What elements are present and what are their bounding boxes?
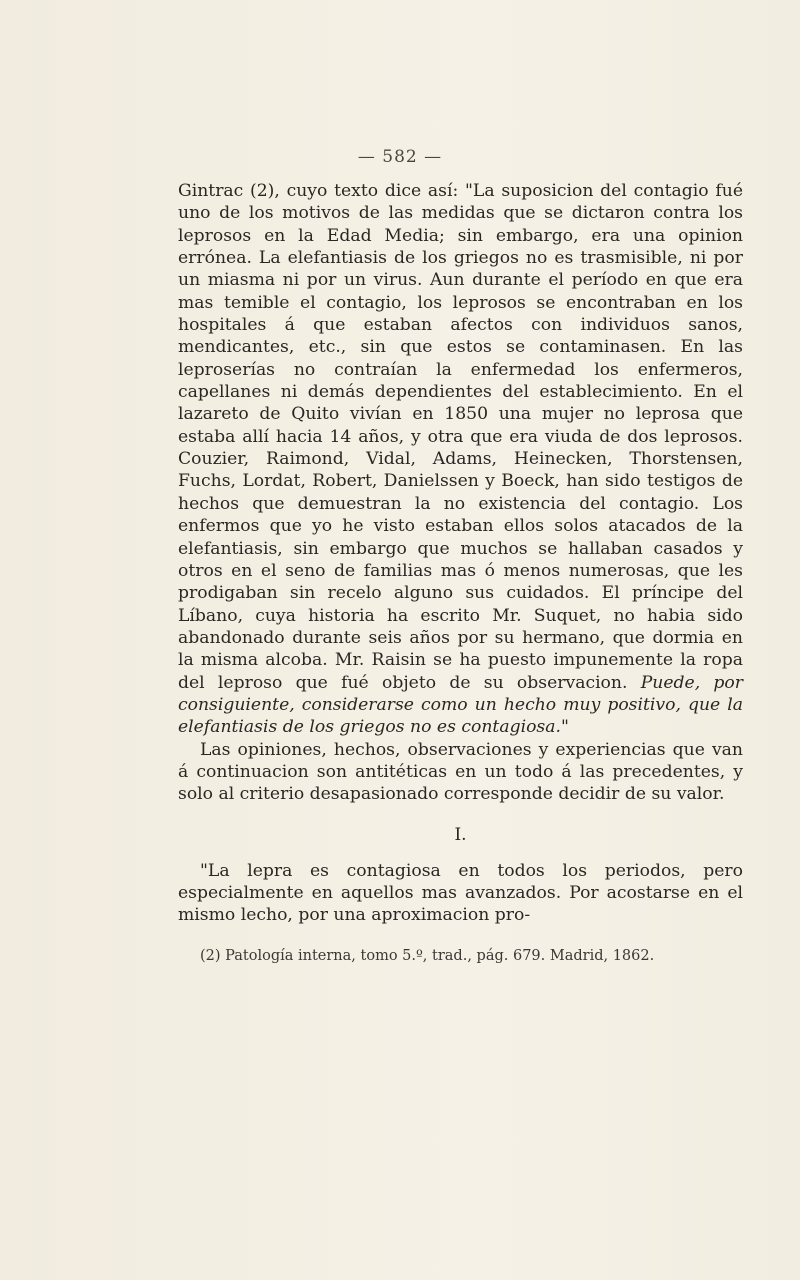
quote-conclusion-italic: Puede, por consiguiente, considerarse como un hecho muy positivo, que la elefantiasis de los griegos no es contagiosa." — [178, 672, 743, 738]
paragraph-opinions-intro: Las opiniones, hechos, observaciones y experiencias que van á continuacion son antitéticas en un todo á las precedentes, y solo al criterio desapasionado corresponde decidir de su valor. — [178, 739, 743, 805]
paragraph-gintrac-quote — [178, 180, 743, 739]
page-number: — 582 — — [357, 147, 443, 167]
paragraph-lepra-contagiosa: "La lepra es contagiosa en todos los periodos, pero especialmente en aquellos mas avanzados. Por acostarse en el mismo lecho, por una aproximacion pro- — [178, 860, 743, 926]
page-body — [178, 180, 743, 981]
footnote: (2) Patología interna, tomo 5.º, trad., pág. 679. Madrid, 1862. — [200, 947, 655, 964]
section-heading: I. — [454, 824, 467, 845]
quote-text: Gintrac (2), cuyo texto dice así: "La suposicion del contagio fué uno de los motivos de las medidas que se dictaron contra los leprosos en la Edad Media; sin embargo, era una opinion errónea. La elefantiasis de los griegos no es trasmisible, ni por un miasma ni por un virus. Aun durante el período en que era mas temible el contagio, los leprosos se encontraban en los hospitales á que estaban afectos con individuos sanos, mendicantes, etc., sin que estos se contaminasen. En las leproserías no contraían la enfermedad los enfermeros, capellanes ni demás dependientes del establecimiento. En el lazareto de Quito vivían en 1850 una mujer no leprosa que estaba allí hacia 14 años, y otra que era viuda de dos leprosos. Couzier, Raimond, Vidal, Adams, Heinecken, Thorstensen, Fuchs, Lordat, Robert, Danielssen y Boeck, han sido testigos de hechos que demuestran la no existencia del contagio. Los enfermos que yo he visto estaban ellos solos atacados de la elefantiasis, sin embargo que muchos se hallaban casados y otros en el seno de familias mas ó menos numerosas, que les prodigaban sin recelo alguno sus cuidados. El príncipe del Líbano, cuya historia ha escrito Mr. Suquet, no habia sido abandonado durante seis años por su hermano, que dormia en la misma alcoba. Mr. Raisin se ha puesto impunemente la ropa del leproso que fué objeto de su observacion. — [178, 181, 743, 693]
